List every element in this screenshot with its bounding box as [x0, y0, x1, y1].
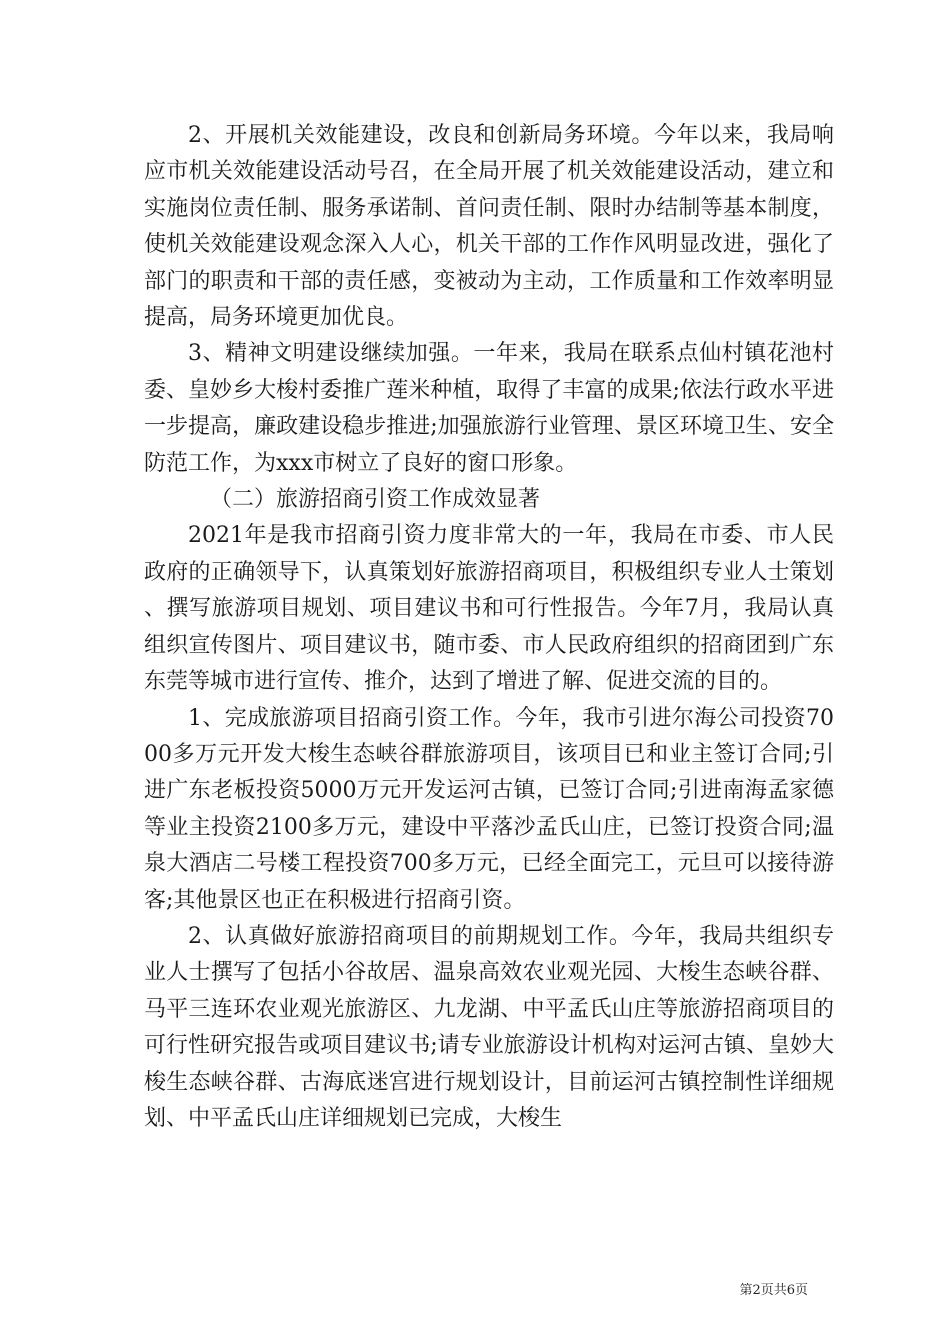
- section-heading-investment: （二）旅游招商引资工作成效显著: [210, 487, 541, 513]
- page-number: 第2页共6页: [739, 1283, 808, 1298]
- document-body: [144, 118, 834, 1137]
- paragraph-investment-projects: 1、完成旅游项目招商引资工作。今年，我市引进尔海公司投资7000多万元开发大梭生态峡谷群旅游项目，该项目已和业主签订合同;引进广东老板投资5000万元开发运河古镇，已签订合同;引进南海孟家德等业主投资2100多万元，建设中平落沙孟氏山庄，已签订投资合同;温泉大酒店二号楼工程投资700多万元，已经全面完工，元旦可以接待游客;其他景区也正在积极进行招商引资。: [144, 705, 834, 913]
- paragraph-planning: 2、认真做好旅游招商项目的前期规划工作。今年，我局共组织专业人士撰写了包括小谷故居、温泉高效农业观光园、大梭生态峡谷群、马平三连环农业观光旅游区、九龙湖、中平孟氏山庄等旅游招商项目的可行性研究报告或项目建议书;请专业旅游设计机构对运河古镇、皇妙大梭生态峡谷群、古海底迷宫进行规划设计，目前运河古镇控制性详细规划、中平孟氏山庄详细规划已完成，大梭生: [144, 923, 834, 1131]
- paragraph-civilization: 3、精神文明建设继续加强。一年来，我局在联系点仙村镇花池村委、皇妙乡大梭村委推广莲米种植，取得了丰富的成果;依法行政水平进一步提高，廉政建设稳步推进;加强旅游行业管理、景区环境卫生、安全防范工作，为xxx市树立了良好的窗口形象。: [144, 341, 834, 476]
- paragraph-efficiency: 2、开展机关效能建设，改良和创新局务环境。今年以来，我局响应市机关效能建设活动号召，在全局开展了机关效能建设活动，建立和实施岗位责任制、服务承诺制、首问责任制、限时办结制等基本制度，使机关效能建设观念深入人心，机关干部的工作作风明显改进，强化了部门的职责和干部的责任感，变被动为主动，工作质量和工作效率明显提高，局务环境更加优良。: [144, 123, 834, 331]
- paragraph-investment-intro: 2021年是我市招商引资力度非常大的一年，我局在市委、市人民政府的正确领导下，认真策划好旅游招商项目，积极组织专业人士策划、撰写旅游项目规划、项目建议书和可行性报告。今年7月，我局认真组织宣传图片、项目建议书，随市委、市人民政府组织的招商团到广东东莞等城市进行宣传、推介，达到了增进了解、促进交流的目的。: [144, 523, 834, 695]
